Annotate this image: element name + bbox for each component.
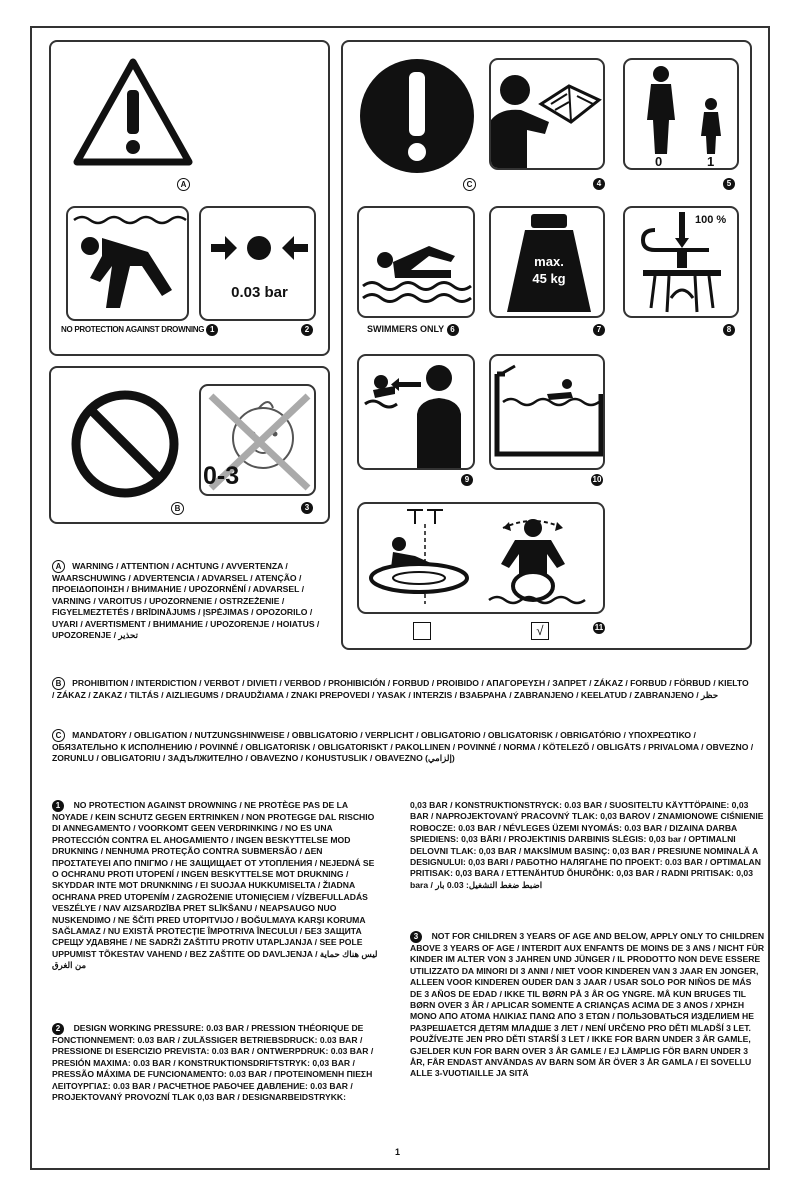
warning-panel bbox=[49, 40, 330, 356]
note-2-continued: 0,03 BAR / KONSTRUKTIONSTRYCK: 0.03 BAR / SUOSITELTU KÄYTTÖPAINE: 0,03 BAR / NAPROJEKTOVANÝ PRACOVNÝ TLAK: 0,03 BAROV / ZNAMIONOWE CIŚNIENIE ROBOCZE: 0.03 BAR / NÉVLEGES ÜZEMI NYOMÁS: 0.03 BAR / DIZAINA DARBA SPIEDIENS: 0,03 BĀRI / PROJEKTINIS DARBINIS SLĖGIS: 0,03 bar / OPTIMALNI DELOVNI TLAK: 0,03 BAR / MAKSİMUM BASINÇ: 0,03 BAR / PRESIUNE NOMINALĂ A DESIGNULUI: 0,03 BARI / РАБОТНО НАЛЯГАНЕ ПО ПРОЕКТ: 0.03 BAR / OPTIMALAN PRITISAK: 0,03 BARA / ETTENÄHTUD ÕHURÕHK: 0,03 BAR / RADNI PRITISAK: 0,03 bara / اضبط ضغط التشغيل: 0.03 بار bbox=[410, 800, 764, 890]
number-9: 9 bbox=[461, 474, 473, 486]
caption-swimmers-only: SWIMMERS ONLY 6 bbox=[367, 324, 459, 336]
checkmark-icon: √ bbox=[536, 623, 544, 638]
number-4: 4 bbox=[593, 178, 605, 190]
marker-a: A bbox=[177, 178, 190, 191]
number-8: 8 bbox=[723, 324, 735, 336]
marker-b: B bbox=[171, 502, 184, 515]
note-1: 1 NO PROTECTION AGAINST DROWNING / NE PROTÈGE PAS DE LA NOYADE / KEIN SCHUTZ GEGEN ERTRINKEN / NON PROTEGGE DAL RISCHIO DI ANNEGAMENTO / VOORKOMT GEEN VERDRINKING / NO ES UNA PROTECCIÓN CONTRA EL AHOGAMIENTO / INGEN BESKYTTELSE MOD DRUKNING / NENHUMA PROTEÇÃO CONTRA SUBMERSÃO / ΔΕΝ ΠΡΟΣΤΑΤΕΥΕΙ ΑΠΟ ΠΝΙΓΜΟ / НЕ ЗАЩИЩАЕТ ОТ УТОПЛЕНИЯ / NEJEDNÁ SE O OCHRANU PROTI UTOPENÍ / INGEN BESKYTTELSE MOT DRUKNING / SKYDDAR INTE MOT DRUNKNING / EI SUOJAA HUKKUMISELTA / ŽIADNA OCHRANA PRED UTOPENÍM / ZAGROŻENIE UTONIĘCIEM / VÍZBEFULLADÁS VESZÉLYE / NAV AIZSARDZĪBA PRET SLĪKŠANU / NEAPSAUGO NUO NUSKENDIMO / NE ŠČITI PRED UTOPITVIJO / BOĞULMAYA KARŞI KORUMA SAĞLAMAZ / NU EXISTĂ PROTECȚIE ÎMPOTRIVA ÎNECULUI / БЕЗ ЗАЩИТА СРЕЩУ УДАВЯНЕ / NE SADRŽI ZAŠTITU PROTIV UTAPLJANJA / SEE POLE UPPUMIST TÕKESTAV VAHEND / BEZ ZAŠTITE OD DAVLJENJA / ليس هناك حماية من الغرق bbox=[52, 800, 378, 971]
caption-no-protection: NO PROTECTION AGAINST DROWNING 1 bbox=[61, 324, 218, 336]
max-weight-value: 45 kg bbox=[532, 271, 566, 286]
pictogram-1-no-drowning-protection bbox=[66, 206, 189, 321]
pictogram-7-max-weight bbox=[489, 206, 605, 318]
pictogram-6-swimmers-only bbox=[357, 206, 475, 318]
note-2: 2 DESIGN WORKING PRESSURE: 0.03 BAR / PRESSION THÉORIQUE DE FONCTIONNEMENT: 0.03 BAR / ZULÄSSIGER BETRIEBSDRUCK: 0.03 BAR / PRESSIONE DI ESERCIZIO PREVISTA: 0.03 BAR / ONTWERPDRUK: 0.03 BAR / PRESIÓN MAXIMA: 0.03 BAR / KONSTRUKTIONSDRIFTSTRYK: 0,03 BAR / PRESSÃO MÁXIMA DE FUNCIONAMENTO: 0.03 BAR / ΠΡΟΤΕΙΝΟΜΕΝΗ ΠΙΕΣΗ ΛΕΙΤΟΥΡΓΙΑΣ: 0.03 BAR / РАСЧЕТНОЕ РАБОЧЕЕ ДАВЛЕНИЕ: 0.03 BAR / PROJEKTOVANÝ PROVOZNÍ TLAK 0,03 BAR / DESIGNARBEIDSTRYKK: bbox=[52, 1023, 374, 1103]
correct-usage-checkbox bbox=[531, 622, 549, 640]
pressure-value: 0.03 bar bbox=[231, 284, 288, 301]
prohibition-panel bbox=[49, 366, 330, 524]
legend-mandatory: C MANDATORY / OBLIGATION / NUTZUNGSHINWEISE / OBBLIGATORIO / VERPLICHT / OBLIGATORIO / OBLIGATORISK / OBRIGATÓRIO / ΥΠΟΧΡΕΩΤΙΚΟ / ОБЯЗАТЕЛЬНО К ИСПОЛНЕНИЮ / POVINNÉ / OBLIGATORISK / OBLIGATORISKT / PAKOLLINEN / POVINNÉ / NORMA / KÖTELEZŐ / OBLIGĀTS / PRIVALOMA / OBVEZNO / ZORUNLU / OBLIGATORIU / ЗАДЪЛЖИТЕЛНО / OBAVEZNO / KOHUSTUSLIK / OBAVEZNO (إلزامي) bbox=[52, 730, 754, 764]
pool-depth-icon bbox=[491, 356, 605, 470]
pictogram-11-correct-usage bbox=[357, 502, 605, 614]
pressure-arrows-icon bbox=[201, 218, 316, 278]
float-usage-comparison-icon bbox=[359, 504, 605, 614]
number-5: 5 bbox=[723, 178, 735, 190]
pictogram-2-pressure bbox=[199, 206, 316, 321]
pictogram-5-capacity bbox=[623, 58, 739, 170]
max-label: max. bbox=[534, 254, 564, 269]
incorrect-usage-box bbox=[413, 622, 431, 640]
age-range-label: 0-3 bbox=[203, 462, 240, 490]
legend-warning: A WARNING / ATTENTION / ACHTUNG / AVVERTENZA / WAARSCHUWING / ADVERTENCIA / ADVARSEL / ATENÇÃO / ΠΡΟΕΙΔΟΠΟΙΗΣΗ / ВНИМАНИЕ / UPOZORNĚNÍ / ADVARSEL / VARNING / VAROITUS / UPOZORNENIE / OSTRZEŻENIE / FIGYELMEZTETÉS / BRĪDINĀJUMS / ĮSPĖJIMAS / OPOZORILO / UYARI / AVERTISMENT / ВНИМАНИЕ / UPOZORENJE / HOIATUS / UPOZORENJE / تحذير bbox=[52, 561, 320, 641]
pictogram-4-read-manual bbox=[489, 58, 605, 170]
child-count: 1 bbox=[707, 154, 715, 169]
adult-count: 0 bbox=[655, 154, 663, 169]
person-reading-manual-icon bbox=[491, 60, 605, 170]
page-number: 1 bbox=[395, 1147, 401, 1157]
number-11: 11 bbox=[594, 623, 604, 632]
inflation-percent: 100 % bbox=[695, 214, 727, 226]
number-2: 2 bbox=[301, 324, 313, 336]
adult-child-icon bbox=[625, 60, 739, 170]
pictogram-9-supervision bbox=[357, 354, 475, 470]
number-10: 10 bbox=[592, 475, 602, 484]
prohibition-sign-icon bbox=[67, 386, 183, 502]
mandatory-panel bbox=[341, 40, 752, 650]
drowning-person-icon bbox=[68, 208, 189, 321]
number-7: 7 bbox=[593, 324, 605, 336]
number-3: 3 bbox=[301, 502, 313, 514]
swimmer-icon bbox=[359, 208, 475, 318]
legend-prohibition: B PROHIBITION / INTERDICTION / VERBOT / DIVIETI / VERBOD / PROHIBICIÓN / FORBUD / PROIBIDO / ΑΠΑΓΟΡΕΥΣΗ / ЗАПРЕТ / ZÁKAZ / FORBUD / FÖRBUD / KIELTO / ZÁKAZ / ZAKAZ / TILTÁS / AIZLIEGUMS / DRAUDŽIAMA / ZNAKI PREPOVEDI / YASAK / INTERZIS / ВЗАБРАНА / ZABRANJENO / KEELATUD / ZABRANJENO / حظر bbox=[52, 678, 749, 700]
note-3: 3 NOT FOR CHILDREN 3 YEARS OF AGE AND BELOW, APPLY ONLY TO CHILDREN ABOVE 3 YEARS OF AGE / INTERDIT AUX ENFANTS DE MOINS DE 3 ANS / NICHT FÜR KINDER IM ALTER VON 3 JAHREN UND JÜNGER / IL PRODOTTO NON DEVE ESSERE UTILIZZATO DA MINORI DI 3 ANNI / NIET VOOR KINDEREN VAN 3 JAAR EN JONGER, ALLEEN VOOR KINDEREN OUDER DAN 3 JAAR / USAR SOLO POR NIÑOS DE MÁS DE 3 AÑOS DE EDAD / IKKE TIL BØRN PÅ 3 ÅR OG YNGRE. MÅ KUN BRUGES TIL BØRN OVER 3 ÅR / APLICAR SOMENTE A CRIANÇAS ACIMA DE 3 ANOS / ΧΡΗΣΗ ΜΟΝΟ ΑΠΟ ΑΤΟΜΑ ΗΛΙΚΙΑΣ ΠΑΝΩ ΑΠΟ 3 ΕΤΩΝ / ПОЛЬЗОВАТЬСЯ ИЗДЕЛИЕМ НЕ РАЗРЕШАЕТСЯ ДЕТЯМ МЛАДШЕ 3 ЛЕТ / NENÍ URČENO PRO DĚTI MLADŠÍ 3 LET. POUŽÍVEJTE JEN PRO DĚTI STARŠÍ 3 LET / IKKE FOR BARN UNDER 3 ÅR GAMLE, GJELDER KUN FOR BARN OVER 3 ÅR GAMLE / EJ LÄMPLIG FÖR BARN UNDER 3 ÅR, FÅR ENDAST ANVÄNDAS AV BARN SOM ÄR ÖVER 3 ÅR GAMLA / EI SOVELLU ALLE 3-VUOTIAILLE JA SITÄ bbox=[410, 931, 765, 1079]
exclamation-circle-icon bbox=[357, 56, 477, 176]
marker-c: C bbox=[463, 178, 476, 191]
warning-triangle-icon bbox=[71, 56, 195, 168]
adult-supervising-swimmer-icon bbox=[359, 356, 475, 470]
pictogram-8-full-inflation bbox=[623, 206, 739, 318]
pictogram-3-age-restriction bbox=[199, 384, 316, 496]
pictogram-10-deep-water bbox=[489, 354, 605, 470]
